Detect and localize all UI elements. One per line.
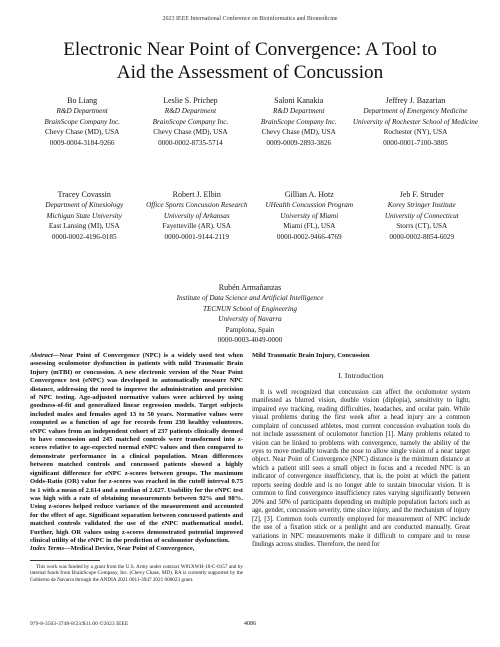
- author-orcid: 0000-0003-4049-0000: [217, 336, 283, 345]
- author-organization: University of Miami: [280, 211, 339, 220]
- author-department: R&D Department: [56, 107, 108, 116]
- footnote-rule: [30, 560, 100, 561]
- author-department: R&D Department: [164, 107, 217, 116]
- author-block: [253, 190, 366, 242]
- author-orcid: 0009-0009-2893-3826: [266, 138, 332, 147]
- section-body: It is well recognized that concussion can affect the oculomotor system manifested as blurred vision, double vision (diplopia), sensitivity to light, impaired eye tracking, reading difficulties, headaches, and ocular pain. While visual problems during the first week after a head injury are a common complaint of concussed athletes, most current concussion evaluation tools do not include assessment of oculomotor function [1]. Many problems related to vision can be linked to problems with convergence, namely the ability of the eyes to move medially towards the nose to allow single vision of a near target object. Near Point of Convergence (NPC) distance is the minimum distance at which a patient still sees a small object in focus and a receded NPC is an indicator of convergence insufficiency, that is, the point at which the patient reports seeing double and is no longer able to sustain binocular vision. It is common to find convergence insufficiency rates varying significantly between 20% and 50% of participants depending on multiple population factors such as age, gender, concussion severity, time since injury, and the mechanism of injury [2], [3]. Common tools currently employed for measurement of NPC include the use of a fixation stick or a penlight and are conducted manually. Great variations in NPC measurements make it difficult to compare and to reuse findings across studies. Therefore, the need for: [252, 388, 470, 548]
- index-terms-label: Index Terms: [30, 545, 65, 553]
- conference-header: 2023 IEEE International Conference on Bioinformatics and Biomedicine: [162, 16, 338, 22]
- title-line-1: Electronic Near Point of Convergence: A Tool to: [63, 39, 437, 60]
- author-department: UHealth Concussion Program: [265, 201, 354, 210]
- author-name: Saloni Kanakia: [274, 96, 324, 105]
- author-name: Rubén Armañanzas: [218, 283, 282, 292]
- index-terms-text: —Medical Device, Near Point of Convergence,: [64, 545, 195, 553]
- author-organization: BrainScope Company Inc.: [152, 117, 229, 126]
- author-location: Chevy Chase (MD), USA: [45, 128, 120, 137]
- page-number: 4086: [243, 620, 257, 627]
- authors-row-1: [28, 96, 478, 148]
- author-location: Chevy Chase (MD), USA: [153, 128, 228, 137]
- author-location: Pamplona, Spain: [225, 325, 275, 334]
- author-organization: University of Connecticut: [384, 211, 459, 220]
- author-name: Jeb F. Struder: [399, 190, 444, 199]
- author-orcid: 0009-0004-3184-9266: [49, 138, 115, 147]
- author-department: Department of Emergency Medicine: [363, 107, 468, 116]
- author-block: [141, 190, 254, 242]
- authors-row-2: [28, 190, 478, 242]
- author-block: [366, 190, 479, 242]
- abstract-text: —Near Point of Convergence (NPC) is a widely used test when assessing oculomotor dysfunction in patients with mild Traumatic Brain Injury (mTBI) or concussion. A new electronic version of the Near Point Convergence test (eNPC) was developed to automatically measure NPC distance, addressing the need to improve the administration and precision of NPC testing. Age-adjusted normative values were achieved by using goodness-of-fit and generalized linear regression models. Target subjects included males and females aged 13 to 50 years. Normative values were computed as a function of age for records from 230 healthy volunteers. eNPC values from an independent cohort of 237 patients clinically deemed to have concussion and 245 matched controls were transformed into z-scores relative to age-expected normal eNPC values and then compared to demonstrate performance in a clinical population. Mean differences between matched controls and concussed patients showed a highly significant difference for eNPC z-scores between groups. The maximum Odds-Ratio (OR) value for z-scores was reached in the cutoff interval 0.75 to 1 with a mean of 2.614 and a median of 2.627. Usability for the eNPC test was high with a rate of obtaining measurements between 92% and 98%. Using z-scores helped reduce variance of the measurement and accounted for the effect of age. Significant separation between concussed patients and matched controls validated the use of the eNPC mathematical model. Further, high OR values using z-scores demonstrated potential improved clinical utility of the eNPC in the prediction of oculomotor dysfunction.: [30, 352, 243, 544]
- author-block: [245, 96, 353, 148]
- paper-title: [30, 38, 470, 84]
- index-terms-continued: Mild Traumatic Brain Injury, Concussion: [252, 352, 370, 359]
- copyright-footer: 979-8-3503-3748-8/23/$31.00 ©2023 IEEE: [30, 621, 129, 627]
- left-column: [30, 352, 243, 554]
- funding-footnote: This work was funded by a grant from the U.S. Army under contract W81XWH-18-C-0157 and by internal funds from BrainScope Company, Inc. (Chevy Chase, MD). RA is currently supported by the Gobierno de Navarra through the ANDIA 2021 0011-3947 2021 000023 grant.: [30, 564, 243, 583]
- author-location: Storrs (CT), USA: [396, 222, 448, 231]
- author-university: University of Navarra: [218, 315, 282, 324]
- author-orcid: 0000-0001-9144-2119: [164, 232, 229, 241]
- author-orcid: 0000-0002-4196-0185: [51, 232, 117, 241]
- author-block: [353, 96, 478, 148]
- author-department: Korey Stringer Institute: [387, 201, 456, 210]
- author-name: Bo Liang: [67, 96, 98, 105]
- author-name: Leslie S. Prichep: [163, 96, 218, 105]
- author-block: [136, 96, 244, 148]
- author-orcid: 0000-0001-7100-3805: [383, 138, 448, 147]
- author-department: Department of Kinesiology: [45, 201, 124, 210]
- abstract: [30, 352, 243, 545]
- author-organization: BrainScope Company Inc.: [260, 117, 337, 126]
- author-block: [28, 96, 136, 148]
- author-department: R&D Department: [273, 107, 325, 116]
- author-department: Office Sports Concussion Research: [146, 201, 248, 210]
- author-school: TECNUN School of Engineering: [202, 304, 298, 313]
- section-heading: I. Introduction: [338, 371, 384, 381]
- author-organization: Michigan State University: [46, 211, 122, 220]
- author-name: Tracey Covassin: [57, 190, 111, 199]
- author-name: Robert J. Elbin: [172, 190, 221, 199]
- author-location: East Lansing (MI), USA: [48, 222, 120, 231]
- author-name: Gillian A. Hotz: [284, 190, 334, 199]
- author-location: Chevy Chase (MD), USA: [261, 128, 336, 137]
- author-institute: Institute of Data Science and Artificial Intelligence: [176, 294, 324, 303]
- index-terms: [30, 545, 243, 553]
- author-location: Miami (FL), USA: [283, 222, 336, 231]
- author-organization: University of Rochester School of Medicine: [352, 117, 478, 126]
- author-orcid: 0000-0002-8854-6029: [389, 232, 455, 241]
- right-column: [252, 352, 470, 549]
- author-orcid: 0000-0002-9466-4769: [276, 232, 342, 241]
- author-location: Fayetteville (AR), USA: [162, 222, 231, 231]
- author-orcid: 0000-0002-8735-5714: [158, 138, 223, 147]
- author-organization: BrainScope Company Inc.: [44, 117, 120, 126]
- abstract-label: Abstract: [30, 352, 53, 359]
- author-name: Jeffrey J. Bazarian: [385, 96, 446, 105]
- author-organization: University of Arkansas: [163, 211, 230, 220]
- title-line-2: Aid the Assessment of Concussion: [116, 62, 384, 83]
- author-block: [28, 190, 141, 242]
- author-location: Rochester (NY), USA: [383, 128, 448, 137]
- author-block-solo: [100, 283, 400, 345]
